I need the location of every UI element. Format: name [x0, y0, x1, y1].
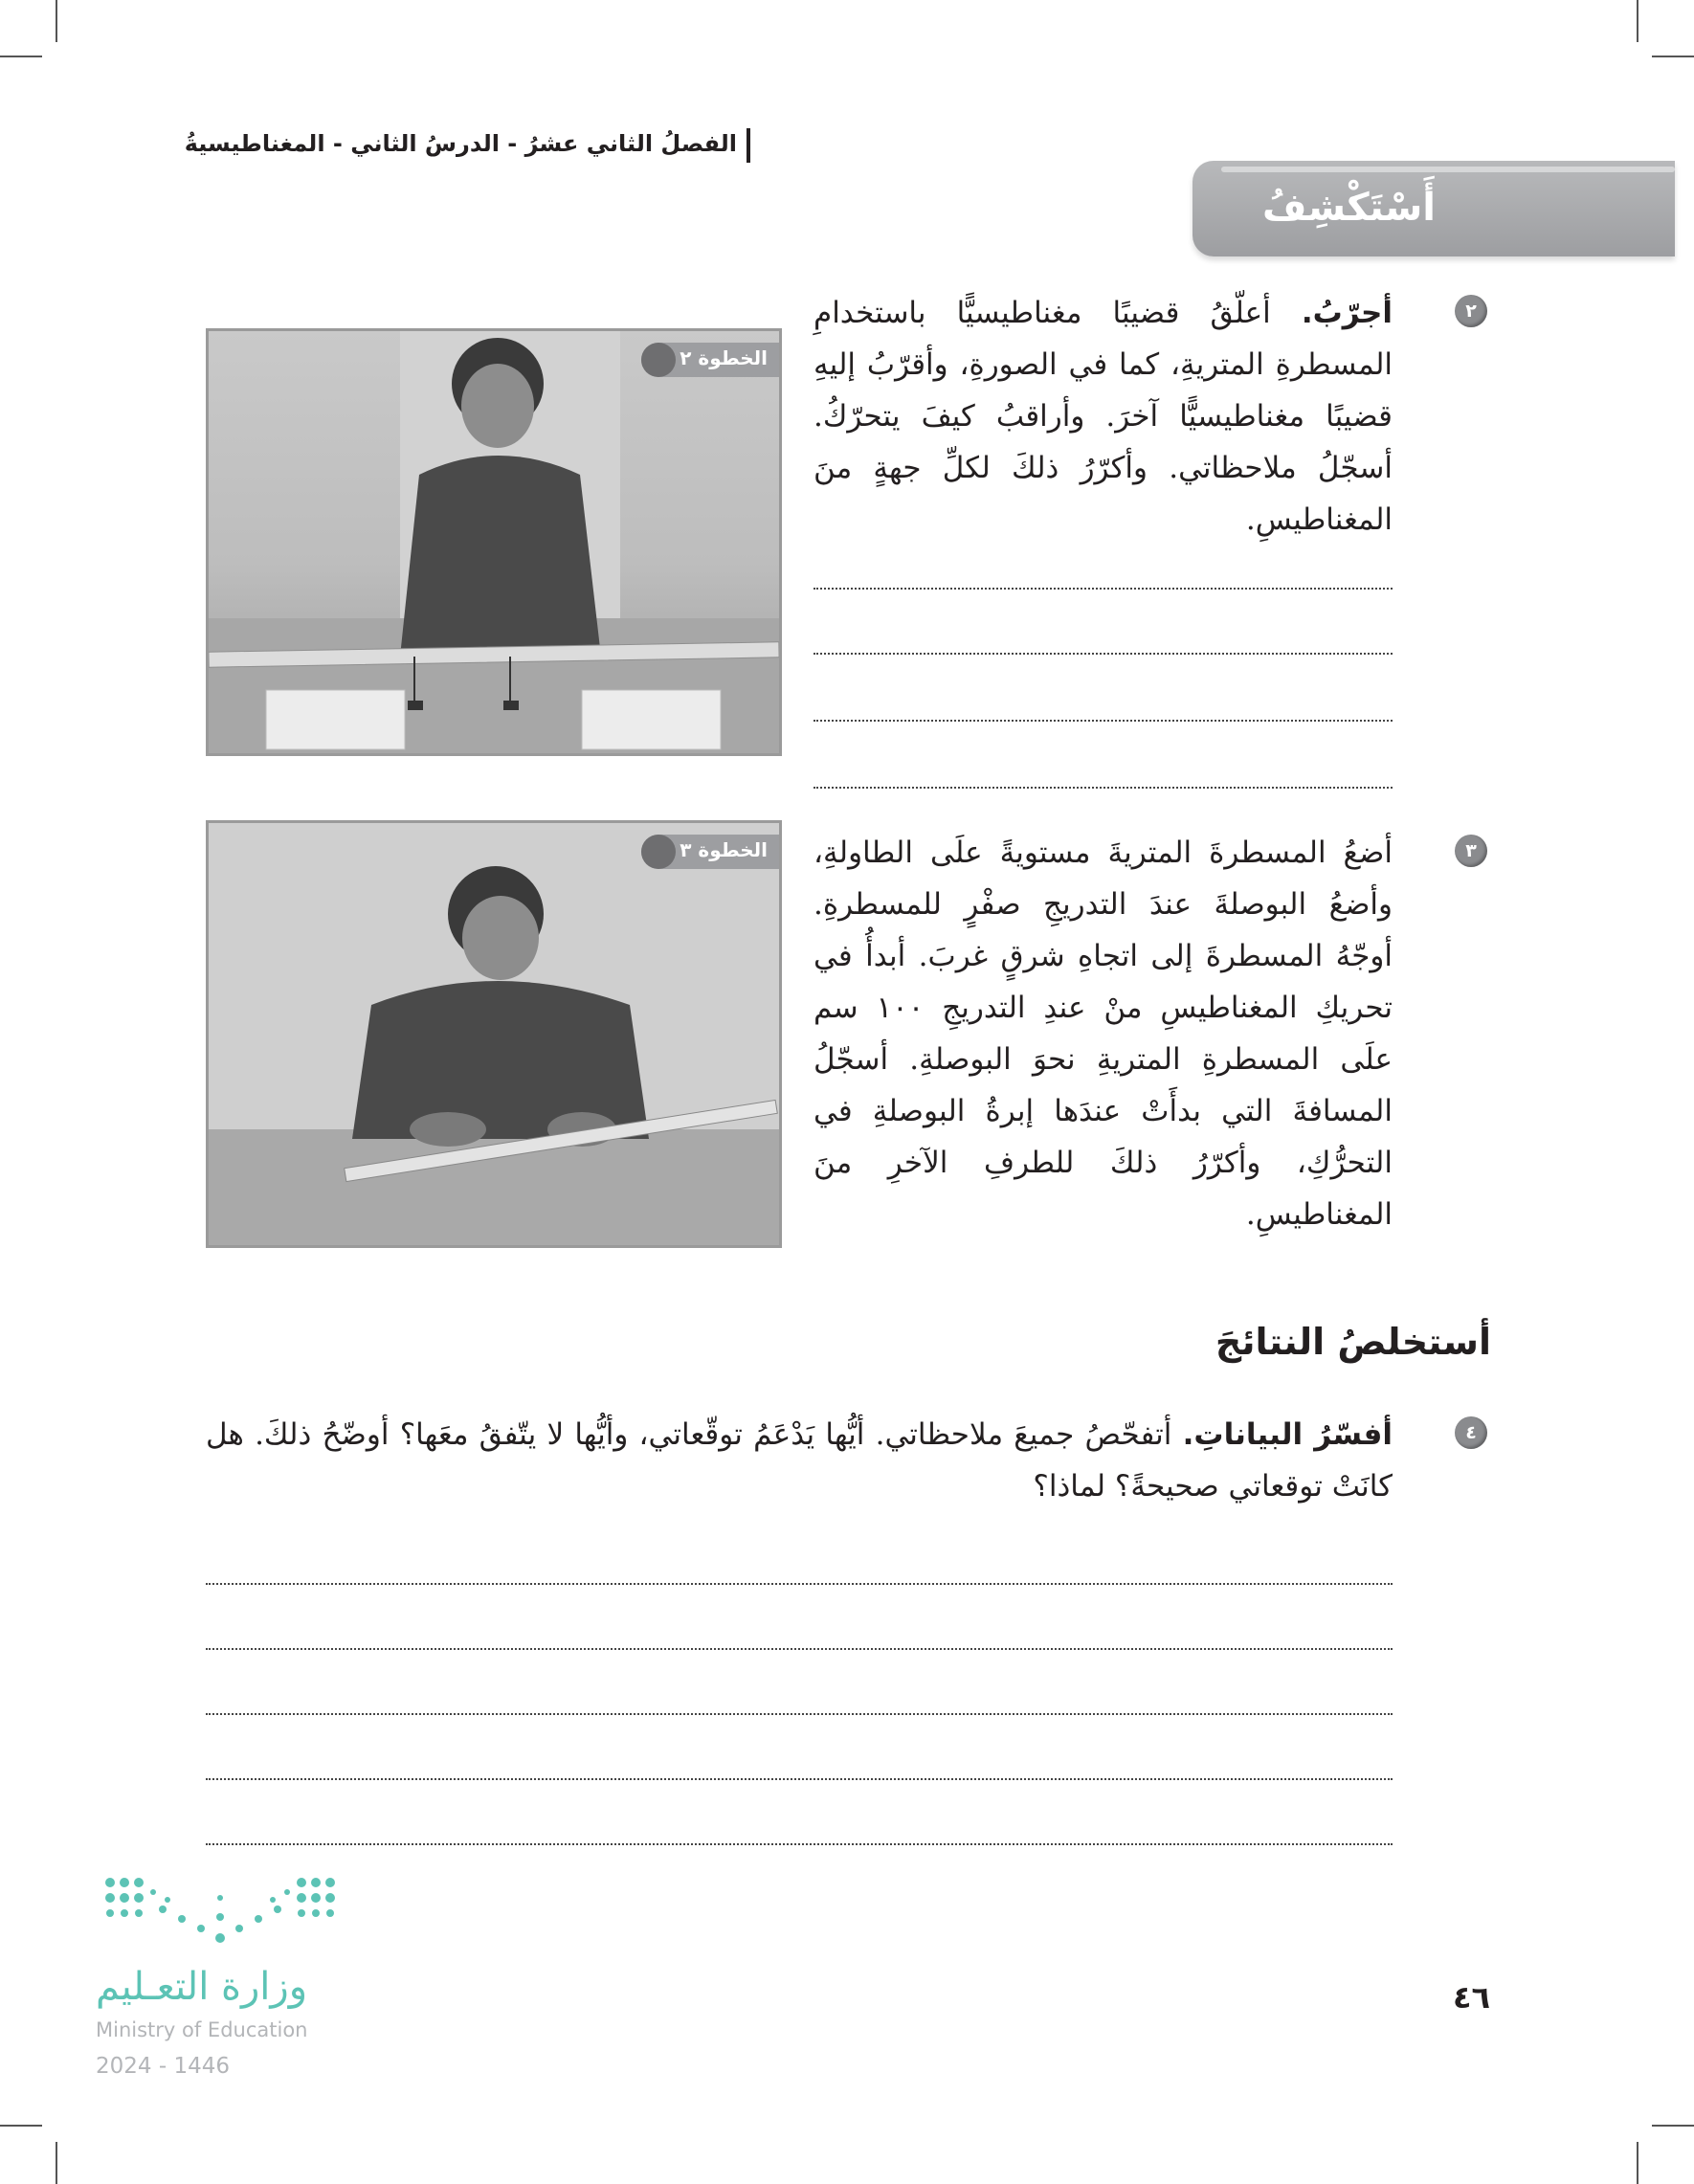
boy-compass-illustration	[209, 823, 779, 1245]
step-3-photo	[206, 820, 782, 1248]
answer-line	[206, 1778, 1393, 1780]
step-number-badge: ٢	[1455, 295, 1487, 327]
crop-mark	[56, 0, 57, 42]
ministry-dots-icon	[96, 1871, 345, 1948]
crop-mark	[1652, 2125, 1694, 2127]
answer-line	[206, 1843, 1393, 1845]
tab-highlight	[1221, 167, 1675, 172]
answer-line	[814, 720, 1393, 722]
header-rule	[747, 128, 750, 163]
section-tab-title: أَسْتَكْشِفُ	[1262, 186, 1436, 230]
chapter-lesson-title: الفصلُ الثاني عشرُ - الدرسُ الثاني - المغناطيسيةُ	[184, 130, 737, 157]
ministry-name-english: Ministry of Education	[96, 2018, 308, 2041]
step-2-photo	[206, 328, 782, 756]
answer-line	[814, 787, 1393, 789]
section-tab	[1192, 161, 1675, 256]
crop-mark	[1652, 56, 1694, 57]
step-2-photo-label: الخطوة ٢	[641, 343, 779, 377]
step-number-badge: ٣	[1455, 835, 1487, 867]
answer-line	[206, 1583, 1393, 1585]
boy-ruler-illustration	[209, 331, 779, 753]
answer-line	[206, 1648, 1393, 1650]
conclusions-heading: أستخلصُ النتائجَ	[1215, 1321, 1491, 1363]
step-4-paragraph	[206, 1409, 1393, 1512]
step-3-text: أضعُ المسطرةَ المتريةَ مستويةً علَى الطاولةِ، وأضعُ البوصلةَ عندَ التدريجِ صفْرٍ للمسطرةِ. أوجّهُ المسطرةَ إلى اتجاهِ شرقٍ غربَ. أبدأُ في تحريكِ المغناطيسِ منْ عندِ التدريجِ ١٠٠ سم علَى المسطرةِ المتريةِ نحوَ البوصلةِ. أسجّلُ المسافةَ التي بدأَتْ عندَها إبرةُ البوصلةِ في التحرُّكِ، وأكرّرُ ذلكَ للطرفِ الآخرِ منَ المغناطيسِ.	[814, 836, 1393, 1232]
ministry-name-arabic: وزارة التعـليم	[96, 1965, 308, 2009]
crop-mark	[0, 2125, 42, 2127]
running-header	[184, 126, 766, 165]
step-2-paragraph	[814, 287, 1393, 546]
crop-mark	[56, 2142, 57, 2184]
step-3-photo-label: الخطوة ٣	[641, 835, 779, 869]
step-2-text: أعلّقُ قضيبًا مغناطيسيًّا باستخدامِ المسطرةِ المتريةِ، كما في الصورةِ، وأقرّبُ إليهِ قضيبًا مغناطيسيًّا آخرَ. وأراقبُ كيفَ يتحرّكُ. أسجّلُ ملاحظاتي. وأكرّرُ ذلكَ لكلِّ جهةٍ منَ المغناطيسِ.	[814, 296, 1393, 537]
edition-year: 2024 - 1446	[96, 2054, 230, 2079]
step-4-text: أتفحّصُ جميعَ ملاحظاتي. أيُّها يَدْعَمُ توقّعاتي، وأيُّها لا يتّفقُ معَها؟ أوضّحُ ذلكَ. هل كانَتْ توقعاتي صحيحةً؟ لماذا؟	[206, 1417, 1393, 1504]
label-dot	[641, 343, 676, 377]
step-3-paragraph	[814, 827, 1393, 1240]
answer-line	[814, 588, 1393, 590]
step-number-badge: ٤	[1455, 1416, 1487, 1449]
answer-line	[814, 653, 1393, 655]
crop-mark	[1637, 2142, 1638, 2184]
crop-mark	[1637, 0, 1638, 42]
crop-mark	[0, 56, 42, 57]
label-dot	[641, 835, 676, 869]
page-number: ٤٦	[1453, 1979, 1491, 2016]
answer-line	[206, 1713, 1393, 1715]
ministry-logo	[96, 1871, 345, 2091]
step-4-lead: أفسّرُ البياناتِ.	[1182, 1417, 1393, 1452]
step-2-lead: أجرّبُ.	[1301, 296, 1393, 330]
